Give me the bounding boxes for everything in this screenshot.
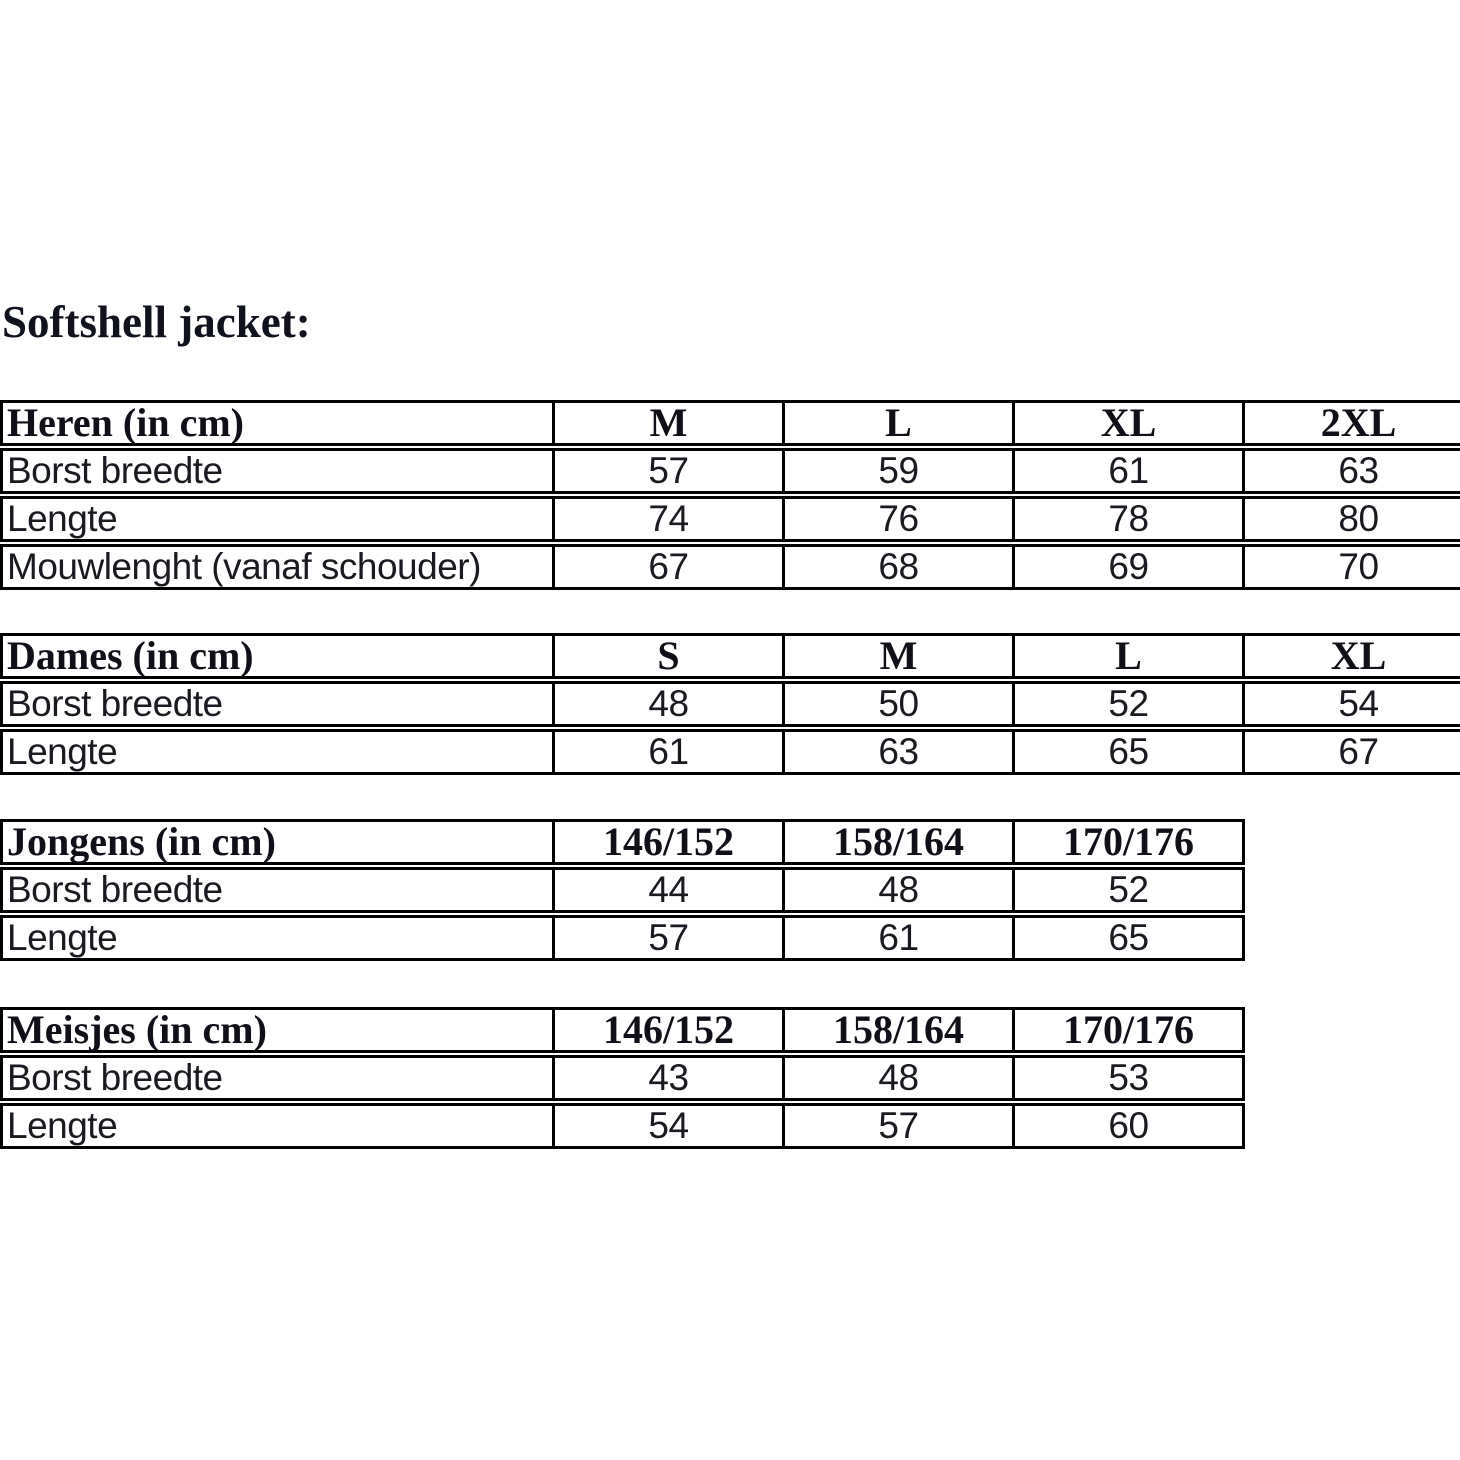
measurement-row: [0, 1103, 1245, 1149]
measurement-row: [0, 448, 1460, 494]
value-cell: 61: [555, 729, 785, 775]
size-table-dames: [0, 631, 1460, 777]
value-cell: 48: [555, 681, 785, 727]
size-column-header: 146/152: [555, 1007, 785, 1053]
size-column-header: L: [1015, 633, 1245, 679]
value-cell: 68: [785, 544, 1015, 590]
measurement-row: [0, 681, 1460, 727]
value-cell: 48: [785, 867, 1015, 913]
value-cell: 54: [555, 1103, 785, 1149]
table-title-cell: Meisjes (in cm): [0, 1007, 555, 1053]
value-cell: 65: [1015, 729, 1245, 775]
row-label-cell: Lengte: [0, 496, 555, 542]
size-column-header: XL: [1245, 633, 1460, 679]
page-title: Softshell jacket:: [2, 297, 311, 347]
size-column-header: 158/164: [785, 819, 1015, 865]
size-table-heren: [0, 398, 1460, 592]
measurement-row: [0, 729, 1460, 775]
size-column-header: 170/176: [1015, 1007, 1245, 1053]
size-table-jongens: [0, 817, 1245, 963]
value-cell: 53: [1015, 1055, 1245, 1101]
row-label-cell: Borst breedte: [0, 681, 555, 727]
size-column-header: M: [555, 400, 785, 446]
measurement-row: [0, 544, 1460, 590]
size-column-header: XL: [1015, 400, 1245, 446]
value-cell: 44: [555, 867, 785, 913]
header-row: [0, 1007, 1245, 1053]
size-column-header: M: [785, 633, 1015, 679]
value-cell: 65: [1015, 915, 1245, 961]
value-cell: 80: [1245, 496, 1460, 542]
measurement-row: [0, 1055, 1245, 1101]
size-column-header: 2XL: [1245, 400, 1460, 446]
value-cell: 57: [555, 915, 785, 961]
row-label-cell: Borst breedte: [0, 1055, 555, 1101]
value-cell: 67: [1245, 729, 1460, 775]
value-cell: 61: [1015, 448, 1245, 494]
size-column-header: 170/176: [1015, 819, 1245, 865]
size-table-meisjes: [0, 1005, 1245, 1151]
table-title-cell: Dames (in cm): [0, 633, 555, 679]
value-cell: 69: [1015, 544, 1245, 590]
row-label-cell: Mouwlenght (vanaf schouder): [0, 544, 555, 590]
value-cell: 78: [1015, 496, 1245, 542]
value-cell: 50: [785, 681, 1015, 727]
table-title-cell: Jongens (in cm): [0, 819, 555, 865]
value-cell: 67: [555, 544, 785, 590]
value-cell: 59: [785, 448, 1015, 494]
table-title-cell: Heren (in cm): [0, 400, 555, 446]
value-cell: 52: [1015, 867, 1245, 913]
size-column-header: 158/164: [785, 1007, 1015, 1053]
value-cell: 74: [555, 496, 785, 542]
row-label-cell: Borst breedte: [0, 448, 555, 494]
value-cell: 76: [785, 496, 1015, 542]
header-row: [0, 633, 1460, 679]
value-cell: 57: [555, 448, 785, 494]
value-cell: 48: [785, 1055, 1015, 1101]
row-label-cell: Borst breedte: [0, 867, 555, 913]
header-row: [0, 819, 1245, 865]
value-cell: 70: [1245, 544, 1460, 590]
row-label-cell: Lengte: [0, 915, 555, 961]
measurement-row: [0, 867, 1245, 913]
value-cell: 63: [1245, 448, 1460, 494]
measurement-row: [0, 915, 1245, 961]
header-row: [0, 400, 1460, 446]
size-column-header: 146/152: [555, 819, 785, 865]
size-column-header: S: [555, 633, 785, 679]
row-label-cell: Lengte: [0, 729, 555, 775]
value-cell: 63: [785, 729, 1015, 775]
size-column-header: L: [785, 400, 1015, 446]
row-label-cell: Lengte: [0, 1103, 555, 1149]
value-cell: 52: [1015, 681, 1245, 727]
value-cell: 57: [785, 1103, 1015, 1149]
value-cell: 60: [1015, 1103, 1245, 1149]
value-cell: 61: [785, 915, 1015, 961]
value-cell: 54: [1245, 681, 1460, 727]
measurement-row: [0, 496, 1460, 542]
value-cell: 43: [555, 1055, 785, 1101]
